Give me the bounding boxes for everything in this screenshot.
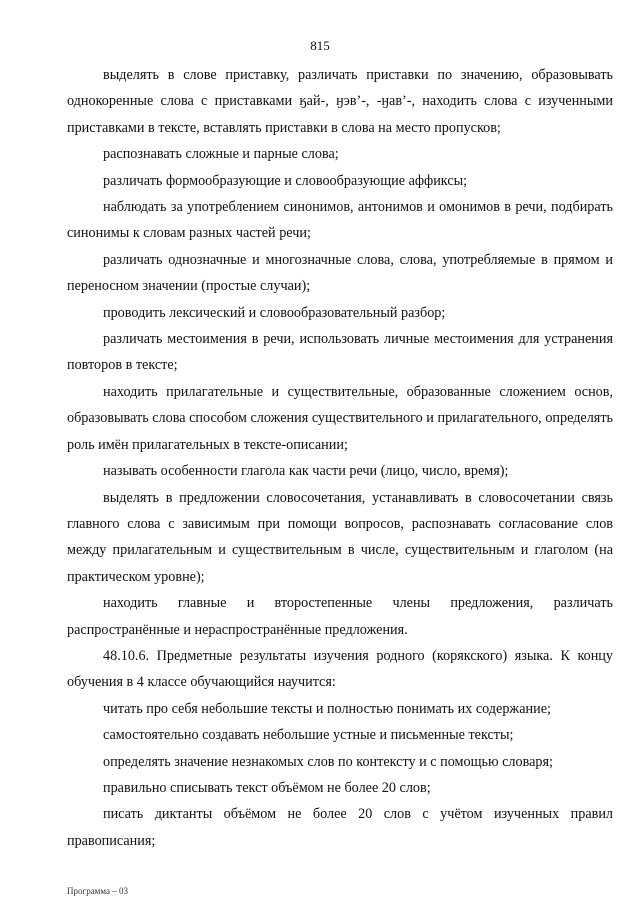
paragraph: самостоятельно создавать небольшие устные и письменные тексты; (103, 727, 514, 744)
page-number: 815 (310, 38, 330, 53)
paragraph: различать формообразующие и словообразующие аффиксы; (103, 172, 468, 189)
section-heading-paragraph: 48.10.6. Предметные результаты изучения родного (корякского) языка. К концу обучения в 4 классе обучающийся научится: (67, 647, 613, 691)
paragraph: выделять в слове приставку, различать приставки по значению, образовывать однокоренные слова с приставками ӄай-, ӈэв’-, -ӈав’-, находить слова с изученными приставками в тексте, вставлять приставки в слова на место пропусков; (67, 67, 613, 136)
document-body (67, 62, 613, 854)
paragraph: называть особенности глагола как части речи (лицо, число, время); (103, 463, 509, 480)
paragraph: правильно списывать текст объёмом не более 20 слов; (103, 779, 431, 796)
paragraph: распознавать сложные и парные слова; (103, 146, 339, 163)
paragraph: различать однозначные и многозначные слова, слова, употребляемые в прямом и переносном значении (простые случаи); (67, 251, 613, 295)
paragraph: определять значение незнакомых слов по контексту и с помощью словаря; (103, 753, 553, 770)
paragraph: наблюдать за употреблением синонимов, антонимов и омонимов в речи, подбирать синонимы к словам разных частей речи; (67, 199, 613, 242)
paragraph: выделять в предложении словосочетания, устанавливать в словосочетании связь главного слова с зависимым при помощи вопросов, распознавать согласование слов между прилагательным и существительным в числе, существительным и глаголом (на практическом уровне); (67, 489, 613, 585)
paragraph: проводить лексический и словообразовательный разбор; (103, 304, 446, 321)
paragraph: писать диктанты объёмом не более 20 слов с учётом изученных правил правописания; (67, 806, 613, 849)
paragraph: читать про себя небольшие тексты и полностью понимать их содержание; (103, 700, 551, 717)
paragraph: находить прилагательные и существительные, образованные сложением основ, образовывать слова способом сложения существительного и прилагательного, определять роль имён прилагательных в тексте-описании; (67, 383, 613, 453)
page-footer: Программа – 03 (67, 886, 129, 896)
paragraph: находить главные и второстепенные члены предложения, различать распространённые и нераспространённые предложения. (67, 595, 613, 638)
paragraph: различать местоимения в речи, использовать личные местоимения для устранения повторов в тексте; (67, 331, 613, 374)
